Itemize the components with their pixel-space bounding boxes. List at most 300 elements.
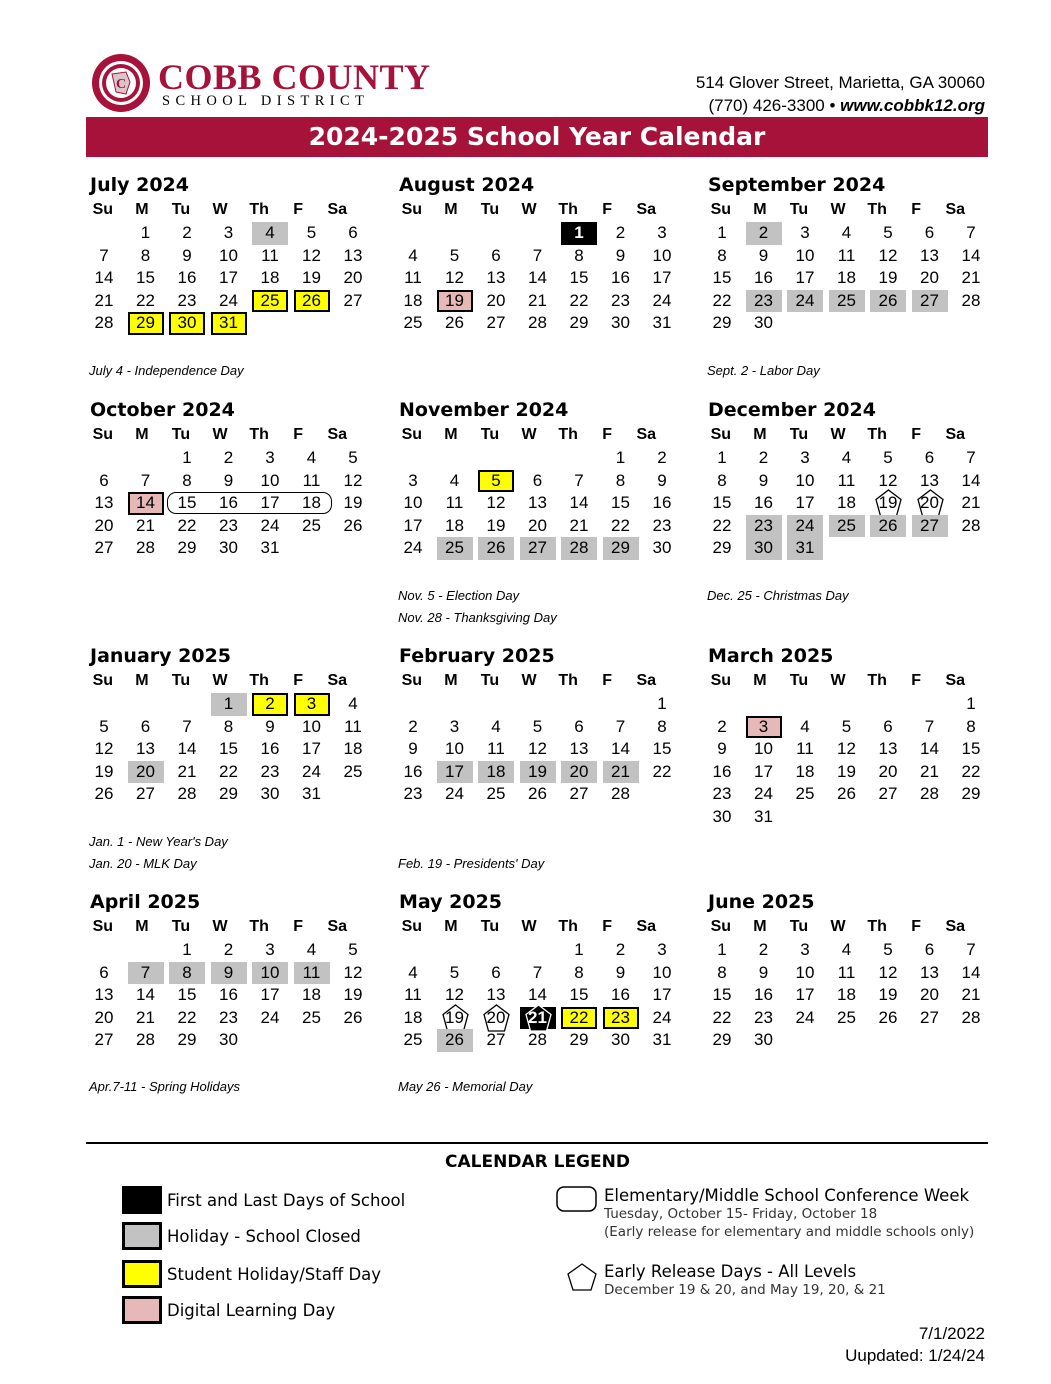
day-cell — [746, 1029, 782, 1052]
day-number: 20 — [528, 515, 547, 535]
day-number: 21 — [528, 1007, 547, 1027]
day-cell — [335, 1007, 371, 1030]
day-number: 22 — [569, 1007, 589, 1027]
day-cell — [335, 761, 371, 784]
day-cell — [520, 1007, 556, 1030]
weekday-label: Th — [867, 426, 887, 443]
weekday-label: W — [521, 918, 537, 935]
legend-swatch-black — [122, 1186, 162, 1214]
day-number: 14 — [136, 493, 155, 513]
day-cell — [561, 492, 597, 515]
street-address: 514 Glover Street, Marietta, GA 30060 — [695, 73, 985, 92]
day-number: 2 — [265, 694, 275, 714]
day-number: 8 — [717, 470, 727, 490]
day-cell — [746, 1007, 782, 1030]
weekday-label: Th — [249, 201, 269, 218]
day-number: 16 — [754, 268, 773, 288]
day-cell — [437, 1029, 473, 1052]
empty-day — [86, 939, 122, 962]
day-number: 3 — [800, 448, 810, 468]
weekday-label: Su — [92, 672, 114, 689]
legend-holiday — [122, 1222, 361, 1250]
day-number: 18 — [403, 1007, 423, 1027]
empty-day — [520, 222, 556, 245]
day-number: 28 — [177, 784, 197, 804]
day-cell — [169, 1029, 205, 1052]
month-calendar — [86, 397, 363, 560]
day-number: 18 — [837, 493, 856, 513]
holiday-notes — [398, 831, 544, 875]
day-number: 7 — [966, 448, 976, 468]
day-number: 26 — [528, 784, 547, 804]
day-cell — [644, 716, 680, 739]
day-cell — [128, 312, 164, 335]
day-number: 21 — [177, 761, 197, 781]
day-cell — [437, 290, 473, 313]
weekday-label: Th — [867, 918, 887, 935]
holiday-note: Jan. 20 - MLK Day — [89, 856, 197, 871]
day-number: 7 — [615, 716, 626, 736]
day-number: 7 — [99, 245, 109, 265]
day-cell — [704, 1007, 740, 1030]
day-number: 3 — [758, 716, 769, 736]
day-number: 10 — [652, 962, 672, 982]
weekday-label: M — [135, 426, 149, 443]
day-cell — [787, 447, 823, 470]
legend-title: CALENDAR LEGEND — [445, 1152, 630, 1172]
day-cell — [294, 267, 330, 290]
day-number: 24 — [754, 784, 773, 804]
weekday-label: Tu — [480, 426, 500, 443]
day-cell — [704, 716, 740, 739]
day-cell — [395, 761, 431, 784]
day-number: 19 — [837, 761, 856, 781]
day-cell — [644, 312, 680, 335]
day-cell — [870, 761, 906, 784]
month-calendar — [395, 172, 672, 335]
day-cell — [746, 290, 782, 313]
day-number: 17 — [795, 985, 815, 1005]
day-number: 26 — [878, 515, 898, 535]
day-cell — [644, 1007, 680, 1030]
day-number: 21 — [528, 290, 547, 310]
weekday-label: Su — [710, 672, 732, 689]
day-number: 16 — [260, 739, 280, 759]
day-cell — [211, 312, 247, 335]
day-number: 20 — [94, 515, 114, 535]
day-number: 21 — [611, 761, 630, 781]
day-cell — [644, 470, 680, 493]
day-number: 25 — [837, 515, 856, 535]
day-number: 17 — [302, 739, 321, 759]
day-number: 16 — [219, 493, 238, 513]
day-cell — [603, 222, 639, 245]
day-cell — [86, 962, 122, 985]
day-cell — [395, 738, 431, 761]
day-number: 1 — [574, 223, 584, 243]
month-calendar — [704, 172, 981, 335]
day-number: 6 — [99, 470, 109, 490]
empty-day — [478, 222, 514, 245]
empty-day — [86, 447, 122, 470]
weekday-label: Tu — [171, 918, 191, 935]
weekday-label: W — [212, 201, 228, 218]
day-cell — [829, 515, 865, 538]
day-cell — [86, 783, 122, 806]
day-number: 19 — [343, 493, 363, 513]
day-cell — [953, 783, 989, 806]
day-cell — [478, 761, 514, 784]
day-cell — [128, 738, 164, 761]
day-cell — [870, 738, 906, 761]
day-cell — [294, 222, 330, 245]
day-cell — [169, 984, 205, 1007]
day-number: 1 — [182, 448, 192, 468]
day-cell — [169, 716, 205, 739]
day-cell — [829, 783, 865, 806]
day-cell — [704, 245, 740, 268]
day-cell — [86, 1029, 122, 1052]
weekday-header — [704, 198, 972, 222]
day-number: 25 — [343, 761, 363, 781]
day-cell — [211, 738, 247, 761]
month-title: December 2024 — [708, 399, 876, 421]
day-cell — [787, 939, 823, 962]
legend-divider — [86, 1142, 988, 1144]
updated-date: Uupdated: 1/24/24 — [845, 1346, 985, 1365]
day-number: 27 — [920, 290, 939, 310]
month-title: November 2024 — [399, 399, 569, 421]
day-cell — [294, 716, 330, 739]
day-number: 16 — [652, 493, 672, 513]
day-cell — [211, 1007, 247, 1030]
day-number: 17 — [403, 515, 423, 535]
day-number: 7 — [140, 962, 151, 982]
day-number: 11 — [404, 985, 422, 1005]
contact-line — [696, 94, 985, 117]
day-cell — [704, 806, 740, 829]
day-cell — [603, 447, 639, 470]
day-number: 6 — [574, 716, 584, 736]
day-number: 13 — [920, 962, 939, 982]
day-number: 24 — [260, 1007, 280, 1027]
day-cell — [912, 783, 948, 806]
day-cell — [252, 984, 288, 1007]
empty-day — [746, 693, 782, 716]
day-cell — [128, 761, 164, 784]
day-number: 7 — [532, 245, 543, 265]
day-cell — [128, 492, 164, 515]
day-number: 5 — [883, 223, 893, 243]
day-number: 24 — [260, 515, 280, 535]
day-number: 10 — [652, 245, 672, 265]
day-cell — [746, 761, 782, 784]
day-cell — [561, 290, 597, 313]
day-number: 13 — [343, 245, 363, 265]
day-cell — [829, 245, 865, 268]
day-number: 31 — [795, 538, 815, 558]
day-number: 15 — [712, 493, 732, 513]
day-number: 22 — [712, 1007, 732, 1027]
day-number: 17 — [795, 268, 815, 288]
day-cell — [912, 492, 948, 515]
day-number: 4 — [491, 716, 501, 736]
empty-day — [787, 693, 823, 716]
day-number: 20 — [94, 1007, 114, 1027]
day-cell — [870, 290, 906, 313]
day-cell — [704, 984, 740, 1007]
day-cell — [787, 716, 823, 739]
day-number: 21 — [136, 515, 155, 535]
holiday-notes — [398, 1076, 532, 1098]
day-cell — [395, 515, 431, 538]
day-cell — [829, 492, 865, 515]
day-cell — [953, 1007, 989, 1030]
day-number: 14 — [94, 268, 114, 288]
day-number: 2 — [758, 940, 769, 960]
day-grid — [395, 447, 672, 560]
day-cell — [953, 738, 989, 761]
day-number: 1 — [574, 940, 584, 960]
day-cell — [211, 470, 247, 493]
day-number: 22 — [611, 515, 630, 535]
day-number: 28 — [920, 784, 939, 804]
day-cell — [128, 515, 164, 538]
weekday-label: Th — [558, 201, 578, 218]
day-cell — [912, 1007, 948, 1030]
day-number: 26 — [343, 1007, 363, 1027]
weekday-label: M — [444, 672, 458, 689]
day-number: 21 — [961, 985, 981, 1005]
month-calendar — [395, 889, 672, 1052]
day-cell — [704, 290, 740, 313]
day-number: 4 — [265, 223, 275, 243]
day-number: 27 — [878, 784, 898, 804]
day-cell — [335, 290, 371, 313]
legend-swatch-pink — [122, 1296, 162, 1324]
weekday-header — [704, 915, 972, 939]
day-cell — [294, 761, 330, 784]
weekday-header — [86, 669, 354, 693]
phone-number: (770) 426-3300 • — [708, 96, 836, 115]
legend-conference-week — [556, 1186, 974, 1241]
weekday-label: Tu — [171, 672, 191, 689]
month-title: June 2025 — [708, 891, 815, 913]
empty-day — [437, 693, 473, 716]
rounded-box-icon — [556, 1186, 598, 1214]
day-cell — [294, 245, 330, 268]
day-cell — [252, 962, 288, 985]
day-cell — [603, 738, 639, 761]
holiday-note: Nov. 28 - Thanksgiving Day — [398, 610, 557, 625]
day-number: 2 — [182, 223, 192, 243]
day-cell — [746, 939, 782, 962]
day-cell — [912, 267, 948, 290]
day-number: 21 — [569, 515, 589, 535]
day-cell — [829, 939, 865, 962]
day-number: 23 — [652, 515, 672, 535]
day-number: 15 — [177, 985, 197, 1005]
day-number: 5 — [348, 940, 358, 960]
day-number: 7 — [966, 223, 976, 243]
page-title: 2024-2025 School Year Calendar — [86, 117, 988, 157]
day-cell — [912, 984, 948, 1007]
day-number: 4 — [841, 448, 852, 468]
day-cell — [644, 447, 680, 470]
day-number: 18 — [445, 515, 464, 535]
weekday-label: M — [444, 201, 458, 218]
day-cell — [169, 290, 205, 313]
day-number: 20 — [486, 1007, 506, 1027]
empty-day — [395, 693, 431, 716]
day-cell — [520, 738, 556, 761]
day-cell — [86, 492, 122, 515]
day-number: 13 — [878, 739, 898, 759]
day-cell — [128, 783, 164, 806]
legend-label: Digital Learning Day — [167, 1300, 336, 1320]
day-cell — [520, 312, 556, 335]
day-cell — [520, 783, 556, 806]
day-number: 14 — [177, 739, 197, 759]
day-number: 24 — [445, 784, 464, 804]
day-number: 21 — [920, 761, 939, 781]
day-number: 3 — [306, 694, 317, 714]
weekday-label: Th — [249, 672, 269, 689]
day-cell — [252, 515, 288, 538]
day-number: 28 — [961, 1007, 981, 1027]
day-number: 2 — [657, 448, 667, 468]
weekday-label: Su — [401, 201, 423, 218]
day-number: 29 — [569, 313, 589, 333]
day-number: 25 — [837, 290, 856, 310]
weekday-label: Tu — [789, 672, 809, 689]
weekday-label: W — [212, 426, 228, 443]
day-cell — [704, 492, 740, 515]
day-cell — [478, 245, 514, 268]
day-cell — [86, 761, 122, 784]
day-number: 2 — [223, 940, 234, 960]
day-cell — [335, 693, 371, 716]
day-cell — [561, 222, 597, 245]
day-grid — [395, 939, 672, 1052]
day-number: 22 — [219, 761, 238, 781]
day-number: 10 — [403, 493, 423, 513]
day-cell — [335, 939, 371, 962]
day-cell — [437, 783, 473, 806]
day-number: 24 — [795, 290, 815, 310]
day-number: 12 — [302, 245, 321, 265]
weekday-label: Th — [249, 426, 269, 443]
day-cell — [644, 515, 680, 538]
day-number: 13 — [94, 985, 114, 1005]
day-grid — [86, 939, 363, 1052]
day-cell — [787, 761, 823, 784]
day-number: 12 — [878, 962, 898, 982]
day-cell — [128, 245, 164, 268]
day-number: 13 — [486, 985, 506, 1005]
website-link[interactable]: www.cobbk12.org — [840, 96, 985, 115]
day-cell — [86, 738, 122, 761]
day-cell — [561, 267, 597, 290]
day-number: 27 — [569, 784, 589, 804]
day-cell — [169, 267, 205, 290]
day-cell — [704, 537, 740, 560]
day-number: 6 — [491, 245, 501, 265]
day-cell — [561, 1029, 597, 1052]
day-number: 1 — [717, 448, 727, 468]
empty-day — [520, 447, 556, 470]
day-number: 14 — [136, 985, 155, 1005]
day-cell — [912, 447, 948, 470]
day-number: 7 — [574, 470, 584, 490]
weekday-label: Tu — [789, 201, 809, 218]
day-number: 23 — [611, 1007, 630, 1027]
day-cell — [704, 939, 740, 962]
day-number: 13 — [94, 493, 114, 513]
weekday-header — [395, 423, 663, 447]
day-number: 3 — [265, 940, 275, 960]
day-cell — [829, 962, 865, 985]
day-number: 7 — [140, 470, 151, 490]
month-title: April 2025 — [90, 891, 201, 913]
day-cell — [870, 222, 906, 245]
day-number: 18 — [403, 290, 423, 310]
day-cell — [561, 984, 597, 1007]
day-number: 12 — [528, 739, 547, 759]
day-number: 3 — [657, 223, 667, 243]
day-number: 25 — [486, 784, 506, 804]
day-number: 1 — [717, 940, 727, 960]
day-number: 22 — [652, 761, 672, 781]
weekday-label: Sa — [945, 672, 966, 689]
legend-conference-text — [604, 1186, 974, 1241]
day-cell — [953, 761, 989, 784]
day-number: 24 — [795, 515, 815, 535]
day-number: 9 — [717, 739, 727, 759]
day-number: 9 — [223, 470, 234, 490]
day-cell — [561, 939, 597, 962]
day-number: 13 — [569, 739, 589, 759]
day-number: 10 — [260, 962, 280, 982]
day-number: 14 — [611, 739, 630, 759]
day-cell — [953, 290, 989, 313]
day-number: 20 — [920, 268, 939, 288]
day-number: 8 — [223, 716, 234, 736]
month-calendar — [704, 643, 981, 828]
day-cell — [395, 470, 431, 493]
day-cell — [520, 290, 556, 313]
holiday-note: Feb. 19 - Presidents' Day — [398, 856, 545, 871]
day-number: 6 — [924, 940, 935, 960]
day-number: 7 — [966, 940, 976, 960]
day-cell — [912, 222, 948, 245]
day-cell — [704, 447, 740, 470]
day-number: 17 — [219, 268, 238, 288]
day-cell — [603, 962, 639, 985]
day-number: 26 — [343, 515, 363, 535]
day-number: 15 — [712, 268, 732, 288]
day-number: 24 — [403, 538, 423, 558]
day-number: 12 — [878, 245, 898, 265]
day-number: 17 — [260, 493, 280, 513]
day-cell — [211, 537, 247, 560]
weekday-label: Su — [710, 201, 732, 218]
day-cell — [86, 470, 122, 493]
day-number: 11 — [344, 716, 362, 736]
month-calendar — [86, 172, 363, 335]
weekday-label: Su — [92, 201, 114, 218]
day-number: 8 — [182, 962, 192, 982]
